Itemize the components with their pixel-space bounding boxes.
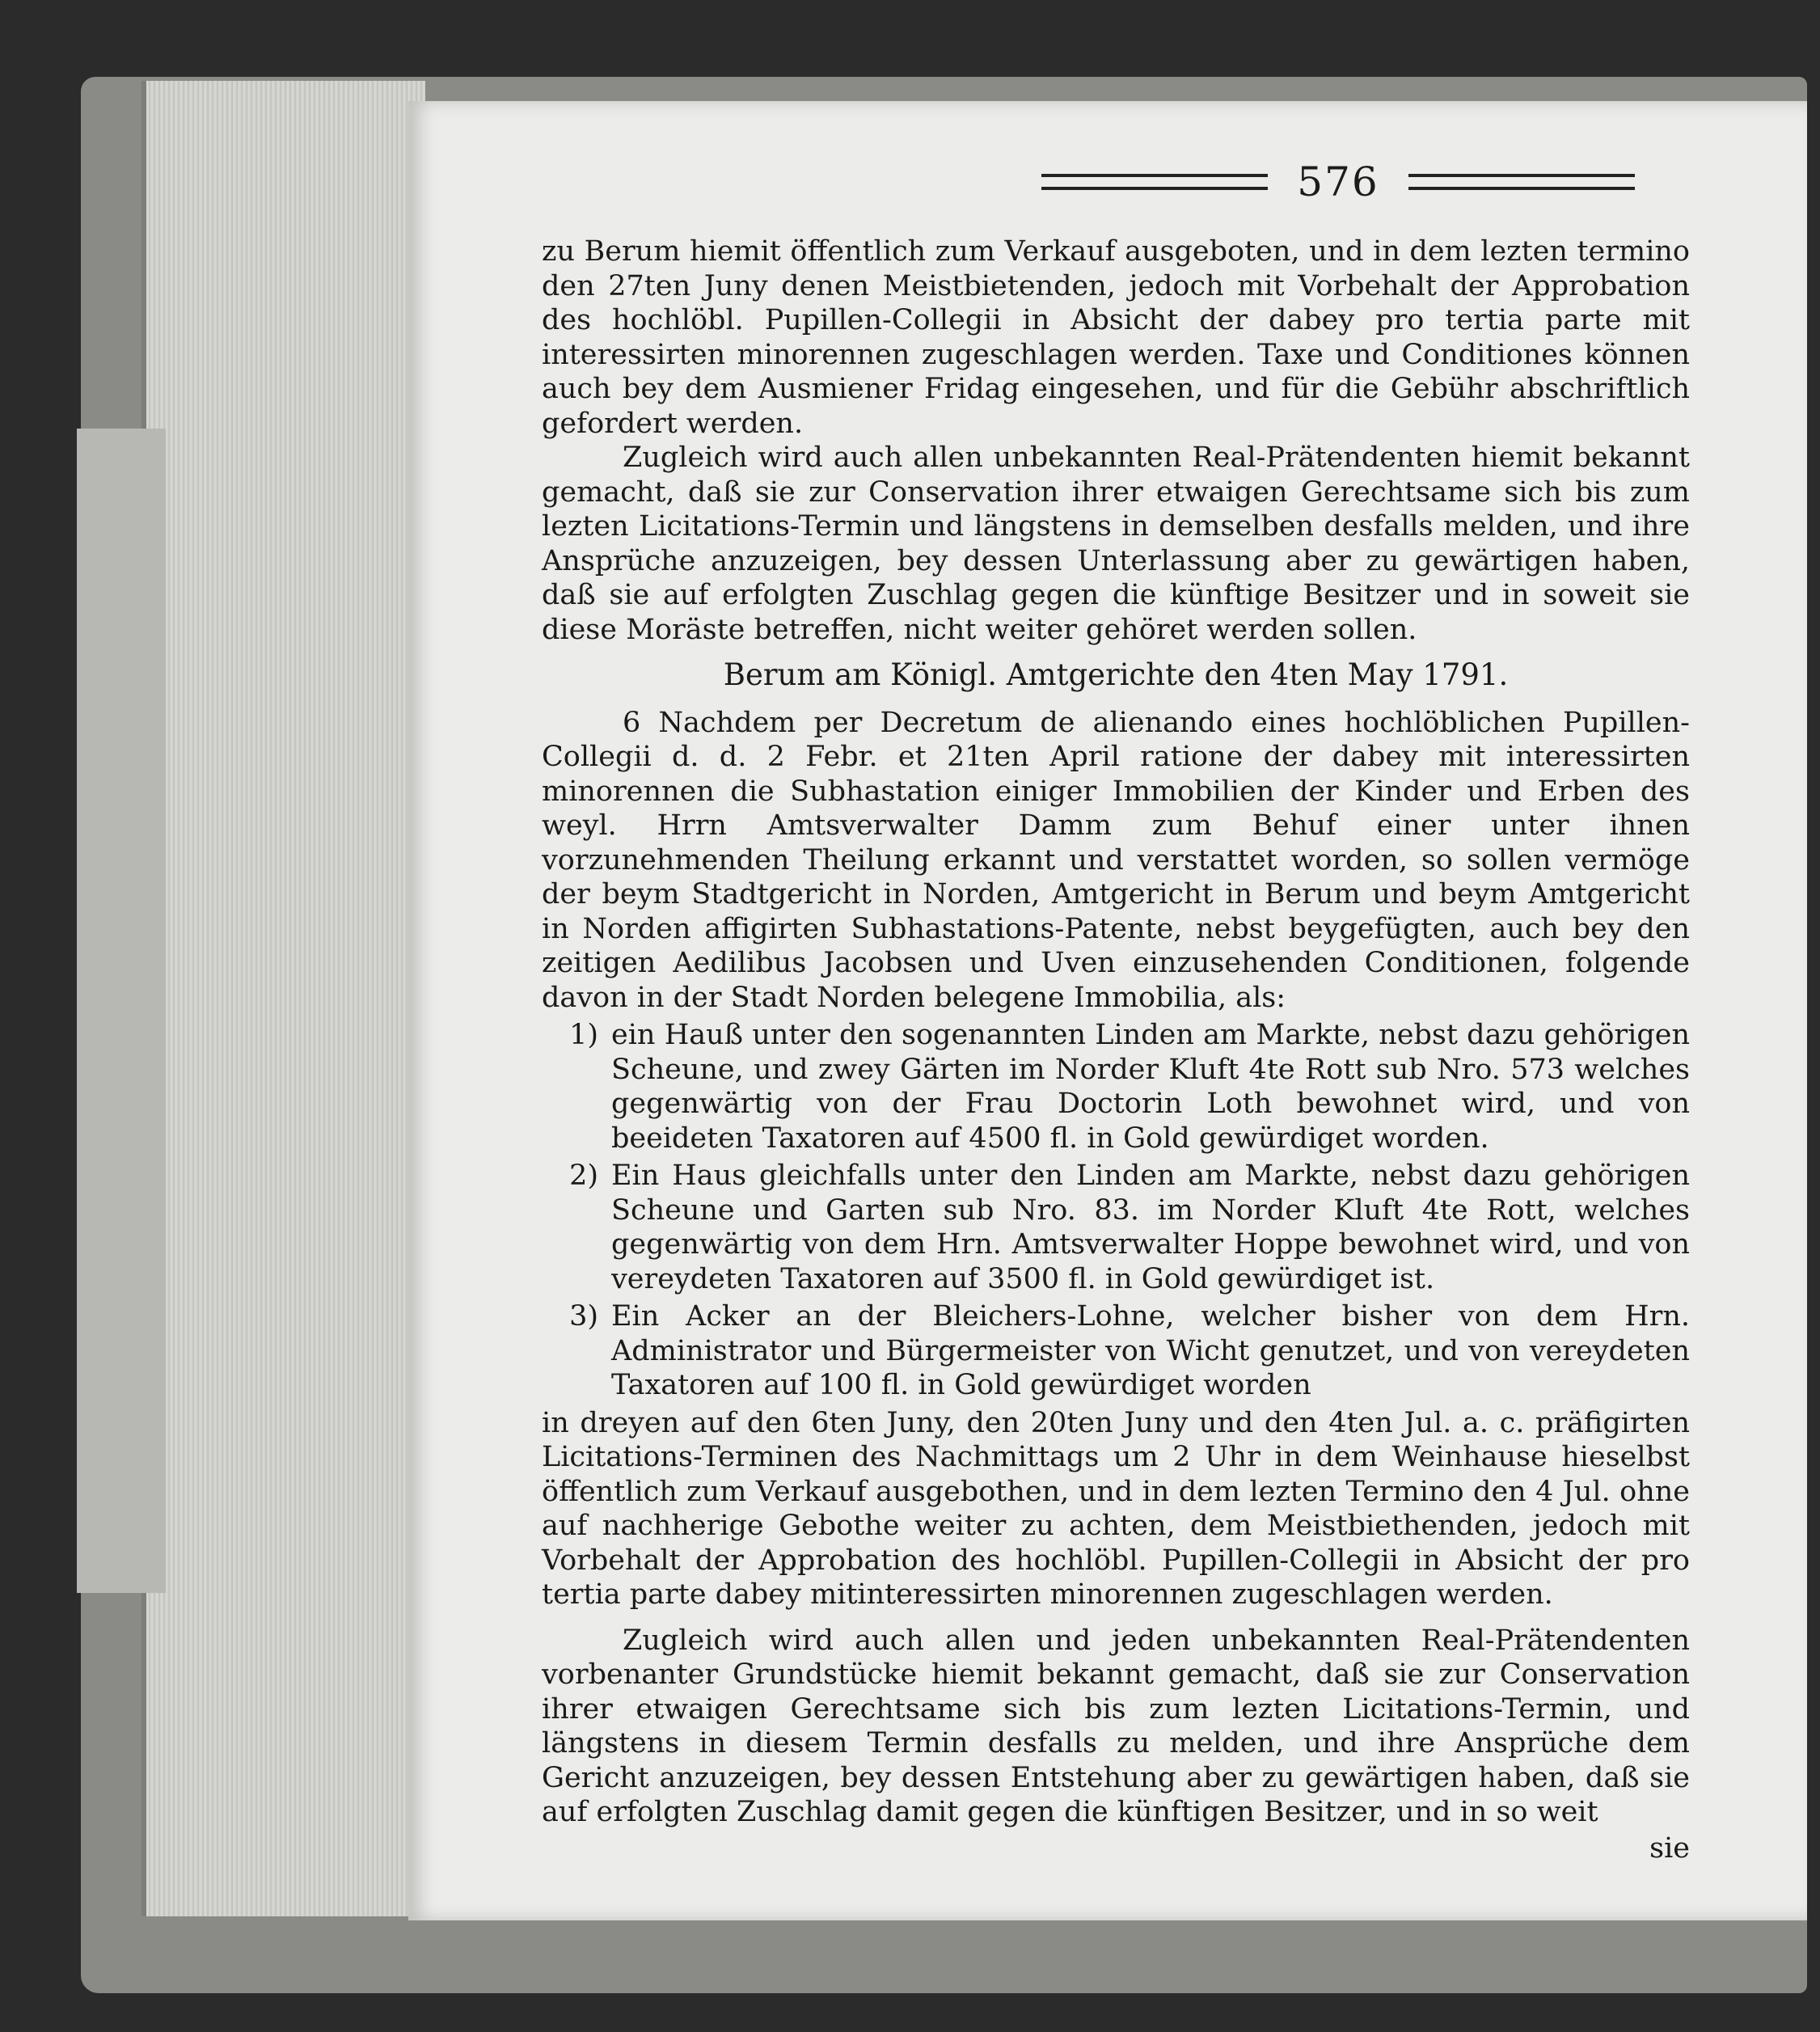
list-item-text: ein Hauß unter den sogenannten Linden am Markte, nebst dazu gehörigen Scheune, und zwey Gärten im Norder Kluft 4te Rott sub Nro. 573 welches gegenwärtig von der Frau Doctorin Loth bewohnet wird, und von beeideten Taxatoren auf 4500 fl. in Gold gewürdiget worden. (611, 1019, 1690, 1155)
paragraph-5: Zugleich wird auch allen und jeden unbekannten Real-Prätendenten vorbenanter Grundstücke hiemit bekannt gemacht, daß sie zur Conservation ihrer etwaigen Gerechtsame sich bis zum lezten Licitations-Termin, und längstens in diesem Termin desfalls zu melden, und ihre Ansprüche dem Gericht anzuzeigen, bey dessen Entstehung aber zu gewärtigen haben, daß sie auf erfolgten Zuschlag damit gegen die künftigen Besitzer, und in so weit (542, 1624, 1690, 1828)
book-page (408, 101, 1807, 1920)
list-item (542, 1299, 1690, 1403)
paragraph-4: in dreyen auf den 6ten Juny, den 20ten Juny und den 4ten Jul. a. c. präfigirten Licitations-Terminen des Nachmittags um 2 Uhr in dem Weinhause hieselbst öffentlich zum Verkauf ausgebothen, und in dem lezten Termino den 4 Jul. ohne auf nachherige Gebothe weiter zu achten, dem Meistbiethenden, jedoch mit Vorbehalt der Approbation des hochlöbl. Pupillen-Collegii in Absicht der pro tertia parte dabey mitinteressirten minorennen zugeschlagen werden. (542, 1406, 1690, 1611)
list-item-number: 3) (569, 1300, 598, 1333)
list-item (542, 1159, 1690, 1296)
paragraph-2: Zugleich wird auch allen unbekannten Real-Prätendenten hiemit bekannt gemacht, daß sie zur Conservation ihrer etwaigen Gerechtsame sich bis zum lezten Licitations-Termin und längstens in demselben desfalls melden, und ihre Ansprüche anzuzeigen, bey dessen Unterlassung aber zu gewärtigen haben, daß sie auf erfolgten Zuschlag gegen die künftige Besitzer und in soweit sie diese Moräste betreffen, nicht weiter gehöret werden sollen. (542, 441, 1690, 646)
dateline: Berum am Königl. Amtgerichte den 4ten May 1791. (723, 657, 1509, 692)
page-number: 576 (1297, 158, 1379, 205)
header-rule-left (1041, 174, 1268, 190)
page-text (542, 234, 1690, 1865)
list-item-text: Ein Acker an der Bleichers-Lohne, welcher bisher von dem Hrn. Administrator und Bürgermeister von Wicht genutzet, und von vereydeten Taxatoren auf 100 fl. in Gold gewürdiget worden (611, 1300, 1690, 1401)
list-item-text: Ein Haus gleichfalls unter den Linden am Markte, nebst dazu gehörigen Scheune und Garten sub Nro. 83. im Norder Kluft 4te Rott, welches gegenwärtig von dem Hrn. Amtsverwalter Hoppe bewohnet wird, und von vereydeten Taxatoren auf 3500 fl. in Gold gewürdiget ist. (611, 1160, 1690, 1295)
paragraph-1: zu Berum hiemit öffentlich zum Verkauf ausgeboten, und in dem lezten termino den 27ten Juny denen Meistbietenden, jedoch mit Vorbehalt der Approbation des hochlöbl. Pupillen-Collegii in Absicht der dabey pro tertia parte mit interessirten minorennen zugeschlagen werden. Taxe und Conditiones können auch bey dem Ausmiener Fridag eingesehen, und für die Gebühr abschriftlich gefordert werden. (542, 235, 1690, 440)
binding-patch (77, 429, 166, 1593)
header-rule-right (1408, 174, 1635, 190)
catchword: sie (1649, 1831, 1690, 1865)
list-item-number: 1) (569, 1019, 598, 1051)
paragraph-3: 6 Nachdem per Decretum de alienando eines hochlöblichen Pupillen-Collegii d. d. 2 Febr. et 21ten April ratione der dabey mit interessirten minorennen die Subhastation einiger Immobilien der Kinder und Erben des weyl. Hrrn Amtsverwalter Damm zum Behuf einer unter ihnen vorzunehmenden Theilung erkannt und verstattet worden, so sollen vermöge der beym Stadtgericht in Norden, Amtgericht in Berum und beym Amtgericht in Norden affigirten Subhastations-Patente, nebst beygefügten, auch bey den zeitigen Aedilibus Jacobsen und Uven einzusehenden Conditionen, folgende davon in der Stadt Norden belegene Immobilia, als: (542, 706, 1690, 1014)
list-item (542, 1018, 1690, 1155)
page-edges (141, 81, 425, 1916)
list-item-number: 2) (569, 1160, 598, 1192)
page-header (813, 158, 1820, 206)
